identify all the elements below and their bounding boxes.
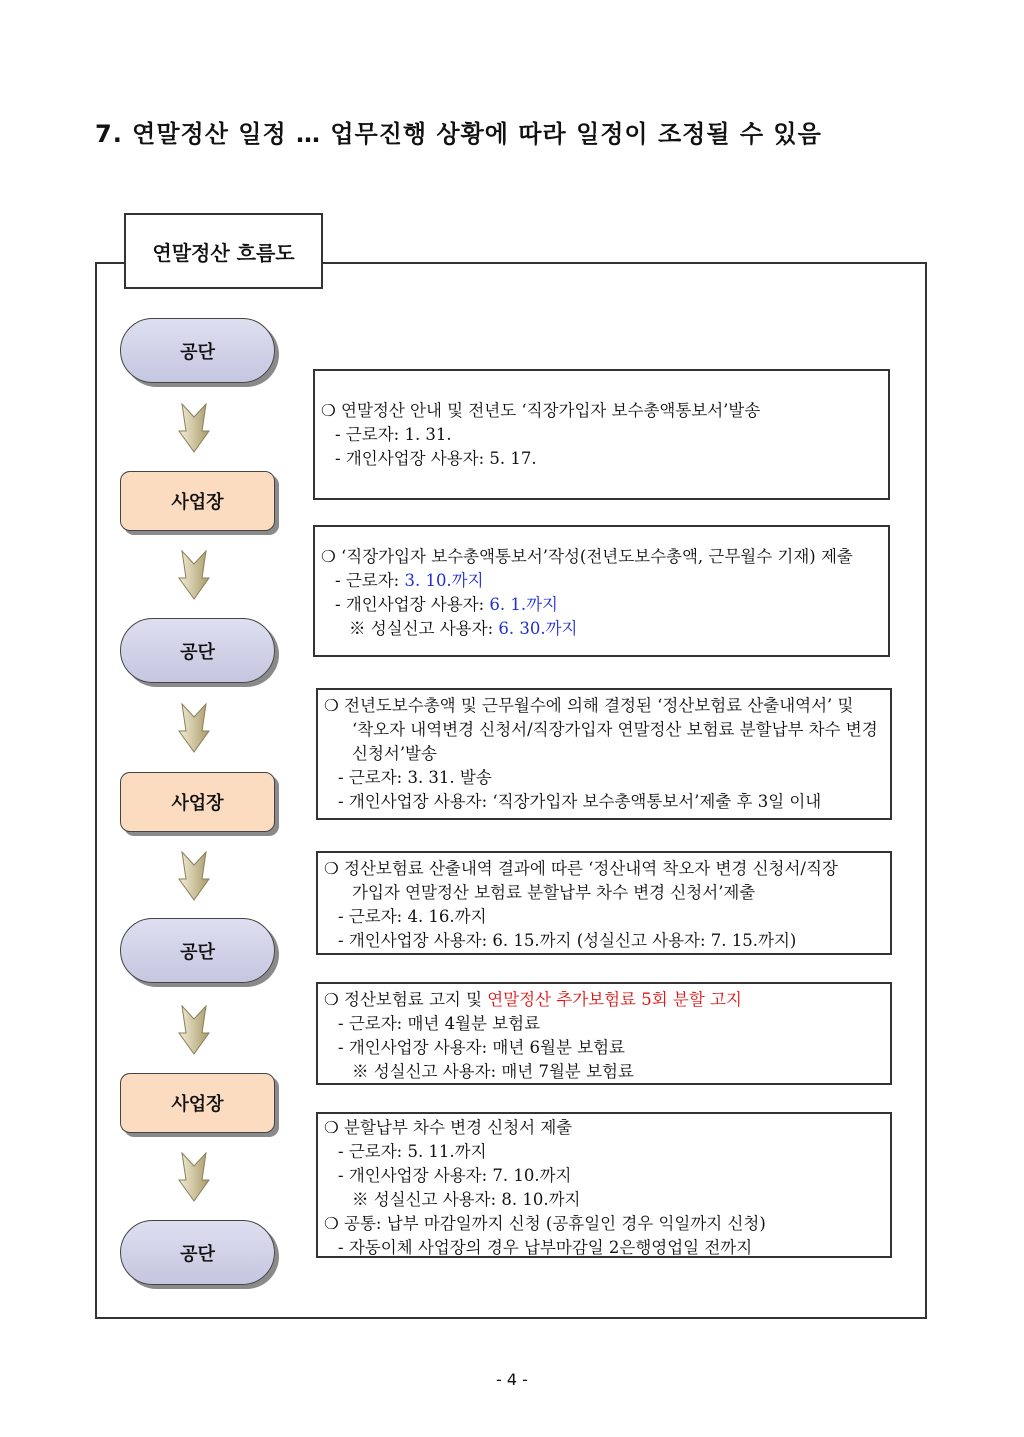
schedule-line [324, 1164, 884, 1188]
flowchart-label: 연말정산 흐름도 [124, 213, 323, 289]
schedule-box-5 [316, 982, 892, 1085]
schedule-line [321, 617, 882, 641]
node-workplace: 사업장 [120, 772, 275, 832]
schedule-line [324, 881, 884, 905]
text: - 근로자: 1. 31. [335, 425, 452, 444]
schedule-line [324, 905, 884, 929]
schedule-line [324, 1060, 884, 1084]
text: - 개인사업장 사용자: 6. 15.까지 (성실신고 사용자: 7. 15.까지) [338, 931, 797, 950]
text: - 개인사업장 사용자: ‘직장가입자 보수총액통보서’제출 후 3일 이내 [338, 792, 822, 811]
schedule-box-1 [313, 369, 890, 500]
schedule-line [321, 423, 882, 447]
down-arrow-icon [178, 550, 210, 600]
text: - 개인사업장 사용자: [335, 595, 490, 614]
down-arrow-icon [178, 1005, 210, 1055]
schedule-line [324, 694, 884, 718]
section-title: 7. 연말정산 일정 … 업무진행 상황에 따라 일정이 조정될 수 있음 [95, 120, 822, 148]
text: - 근로자: [335, 571, 405, 590]
down-arrow-icon [178, 703, 210, 753]
text: - 근로자: 4. 16.까지 [338, 907, 487, 926]
node-agency: 공단 [120, 918, 275, 983]
highlighted-text: 6. 30.까지 [498, 619, 578, 638]
schedule-line [321, 569, 882, 593]
schedule-line [324, 929, 884, 953]
text: 신청서’발송 [352, 744, 437, 763]
node-agency: 공단 [120, 318, 275, 383]
text: 가입자 연말정산 보험료 분할납부 차수 변경 신청서’제출 [352, 883, 756, 902]
node-agency: 공단 [120, 618, 275, 683]
highlighted-text: 연말정산 추가보험료 5회 분할 고지 [487, 990, 742, 1009]
schedule-line [324, 742, 884, 766]
page-number: - 4 - [496, 1370, 528, 1389]
down-arrow-icon [178, 403, 210, 453]
text: - 근로자: 5. 11.까지 [338, 1142, 487, 1161]
schedule-line [324, 1188, 884, 1212]
down-arrow-icon [178, 851, 210, 901]
node-agency: 공단 [120, 1220, 275, 1285]
schedule-line [324, 1140, 884, 1164]
text: ❍ 정산보험료 산출내역 결과에 따른 ‘정산내역 착오자 변경 신청서/직장 [324, 859, 838, 878]
schedule-line [324, 1012, 884, 1036]
text: ‘착오자 내역변경 신청서/직장가입자 연말정산 보험료 분할납부 차수 변경 [352, 720, 878, 739]
schedule-line [321, 593, 882, 617]
highlighted-text: 6. 1.까지 [489, 595, 558, 614]
schedule-box-2 [313, 525, 890, 657]
schedule-line [321, 399, 882, 423]
schedule-line [324, 1212, 884, 1236]
text: ※ 성실신고 사용자: 8. 10.까지 [352, 1190, 581, 1209]
node-workplace: 사업장 [120, 1073, 275, 1133]
down-arrow-icon [178, 1152, 210, 1202]
schedule-box-4 [316, 851, 892, 955]
schedule-line [321, 447, 882, 471]
text: - 자동이체 사업장의 경우 납부마감일 2은행영업일 전까지 [338, 1238, 753, 1257]
text: ❍ 전년도보수총액 및 근무월수에 의해 결정된 ‘정산보험료 산출내역서’ 및 [324, 696, 854, 715]
schedule-line [324, 718, 884, 742]
text: ※ 성실신고 사용자: 매년 7월분 보험료 [352, 1062, 634, 1081]
text: ❍ ‘직장가입자 보수총액통보서’작성(전년도보수총액, 근무월수 기재) 제출 [321, 547, 853, 566]
text: ❍ 정산보험료 고지 및 [324, 990, 488, 1009]
schedule-line [324, 766, 884, 790]
schedule-line [324, 1036, 884, 1060]
schedule-line [324, 857, 884, 881]
text: - 근로자: 매년 4월분 보험료 [338, 1014, 541, 1033]
schedule-line [324, 1116, 884, 1140]
text: - 개인사업장 사용자: 5. 17. [335, 449, 537, 468]
text: - 개인사업장 사용자: 매년 6월분 보험료 [338, 1038, 625, 1057]
text: ❍ 연말정산 안내 및 전년도 ‘직장가입자 보수총액통보서’발송 [321, 401, 761, 420]
schedule-box-3 [316, 688, 892, 820]
node-workplace: 사업장 [120, 471, 275, 531]
highlighted-text: 3. 10.까지 [404, 571, 484, 590]
text: ※ 성실신고 사용자: [349, 619, 499, 638]
schedule-line [324, 790, 884, 814]
schedule-line [321, 545, 882, 569]
schedule-box-6 [316, 1112, 892, 1258]
schedule-line [324, 1236, 884, 1260]
text: - 근로자: 3. 31. 발송 [338, 768, 492, 787]
schedule-line [324, 988, 884, 1012]
text: ❍ 분할납부 차수 변경 신청서 제출 [324, 1118, 573, 1137]
text: ❍ 공통: 납부 마감일까지 신청 (공휴일인 경우 익일까지 신청) [324, 1214, 766, 1233]
text: - 개인사업장 사용자: 7. 10.까지 [338, 1166, 572, 1185]
